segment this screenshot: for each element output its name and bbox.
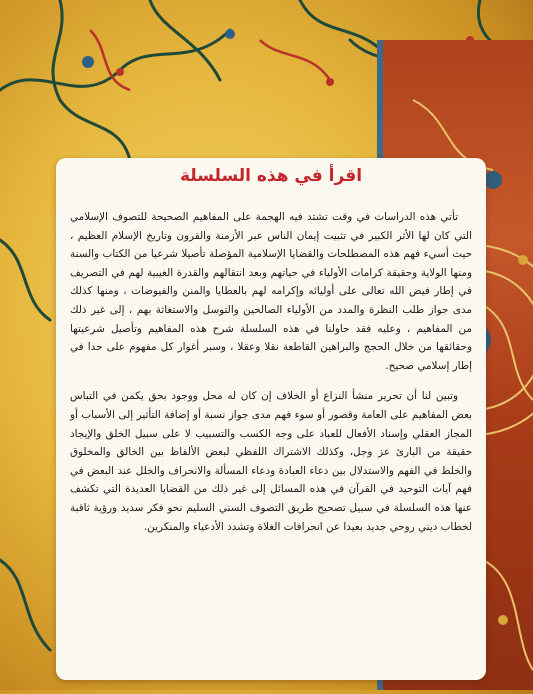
article-body [70, 208, 472, 670]
page-title: اقرأ في هذه السلسلة [179, 166, 363, 186]
paragraph-2: وتبين لنا أن تحرير منشأ النزاع أو الخلاف إن كان له محل ووجود بحق يكمن في التباس بعض المفاهيم على العامة وقصور أو سوء فهم مدى جواز نسبة أو إضافة التأثير إلى الأسباب أو المجاز العقلي وإسناد الأفعال للعباد على وجه الكسب والتسبيب لا على سبيل الخلق والإيجاد حقيقة من البارئ عز وجل، وكذلك الاشتراك اللفظي لبعض الألفاظ بين الخالق والمخلوق والخلط في الفهم والاستدلال بين دعاء العبادة ودعاء المسألة والانحراف والخلل عند البعض في فهم آيات التوحيد في القرآن في هذه المسائل إلى غير ذلك من القضايا العديدة التي تكشف عنها هذه السلسلة في سبيل تصحيح طريق التصوف السني السليم نحو فكر سديد ورؤية ثاقبة لخطاب ديني روحي جديد بعيدا عن انحرافات الغلاة وتشدد الأدعياء والمنكرين. [70, 390, 472, 533]
text-card [56, 158, 486, 680]
paragraph-1: تأتي هذه الدراسات في وقت تشتد فيه الهجمة على المفاهيم الصحيحة للتصوف الإسلامي التي كان لها الأثر الكبير في تثبيت إيمان الناس عبر الأزمنة والقرون وتاريخ الإسلام العظيم ، حيث أسيء فهم هذه المصطلحات والقضايا الإسلامية المؤصلة تأصيلا شرعيا من الكتاب والسنة ومنها الولاية وحقيقة كرامات الأولياء في حياتهم وبعد انتقالهم والقدرة الغيبية لهم في التصريف في إطار فيض الله تعالى على أوليائه وإكرامه لهم بالعطايا والمنن والفيوضات ، ومنها كذلك مدى جواز طلب النظرة والمدد من الأولياء الصالحين والتوسل والاستغاثة بهم ، إلى غير ذلك من المفاهيم ، وعليه فقد حاولنا في هذه السلسلة شرح هذه المفاهيم وتأصيل شرعيتها وحقائقها من خلال الحجج والبراهين القاطعة نقلا وعقلا ، وسبر أغوار كل مفهوم على حدا في إطار إسلامي صحيح. [70, 211, 472, 372]
